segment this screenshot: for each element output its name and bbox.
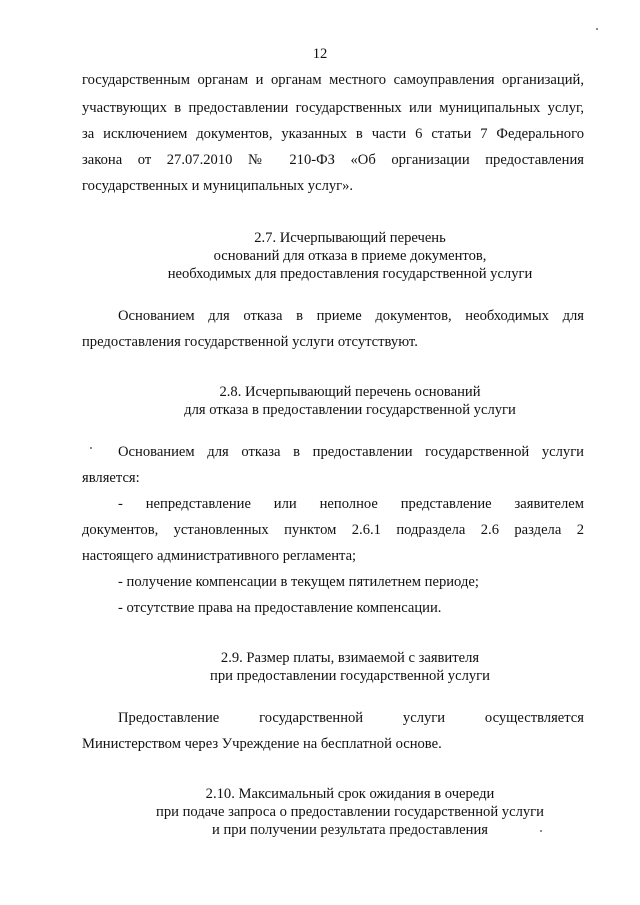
section-heading: для отказа в предоставлении государственной услуги bbox=[184, 402, 516, 418]
section-heading: 2.9. Размер платы, взимаемой с заявителя bbox=[220, 650, 480, 666]
section-heading: при подаче запроса о предоставлении государственной услуги bbox=[156, 804, 544, 820]
scan-speck bbox=[540, 830, 542, 832]
page-number: 12 bbox=[312, 46, 328, 62]
list-item-continuation: документов, установленных пунктом 2.6.1 подраздела 2.6 раздела 2 bbox=[82, 522, 584, 538]
paragraph-line: Министерством через Учреждение на бесплатной основе. bbox=[82, 736, 442, 752]
section-heading: при предоставлении государственной услуги bbox=[210, 668, 490, 684]
paragraph-line: государственных и муниципальных услуг». bbox=[82, 178, 354, 194]
scan-speck bbox=[596, 28, 598, 30]
section-heading: 2.7. Исчерпывающий перечень bbox=[254, 230, 446, 246]
paragraph-line: за исключением документов, указанных в части 6 статьи 7 Федерального bbox=[82, 126, 584, 142]
section-heading: и при получении результата предоставления bbox=[212, 822, 488, 838]
section-heading: 2.8. Исчерпывающий перечень оснований bbox=[219, 384, 481, 400]
paragraph-line: участвующих в предоставлении государственных или муниципальных услуг, bbox=[82, 100, 584, 116]
section-heading: оснований для отказа в приеме документов, bbox=[213, 248, 487, 264]
paragraph-line: предоставления государственной услуги отсутствуют. bbox=[82, 334, 418, 350]
paragraph-line: государственным органам и органам местного самоуправления организаций, bbox=[82, 72, 584, 88]
paragraph-line: является: bbox=[82, 470, 140, 486]
list-item: - непредставление или неполное представление заявителем bbox=[118, 496, 584, 512]
section-heading: 2.10. Максимальный срок ожидания в очереди bbox=[205, 786, 495, 802]
list-item: - отсутствие права на предоставление компенсации. bbox=[118, 600, 442, 616]
paragraph-line: закона от 27.07.2010 № 210-ФЗ «Об организации предоставления bbox=[82, 152, 584, 168]
section-heading: необходимых для предоставления государственной услуги bbox=[167, 266, 533, 282]
list-item: - получение компенсации в текущем пятилетнем периоде; bbox=[118, 574, 479, 590]
scan-speck bbox=[90, 447, 92, 449]
list-item-continuation: настоящего административного регламента; bbox=[82, 548, 357, 564]
paragraph-line: Предоставление государственной услуги осуществляется bbox=[118, 710, 584, 726]
paragraph-line: Основанием для отказа в приеме документов, необходимых для bbox=[118, 308, 584, 324]
paragraph-line: Основанием для отказа в предоставлении государственной услуги bbox=[118, 444, 584, 460]
